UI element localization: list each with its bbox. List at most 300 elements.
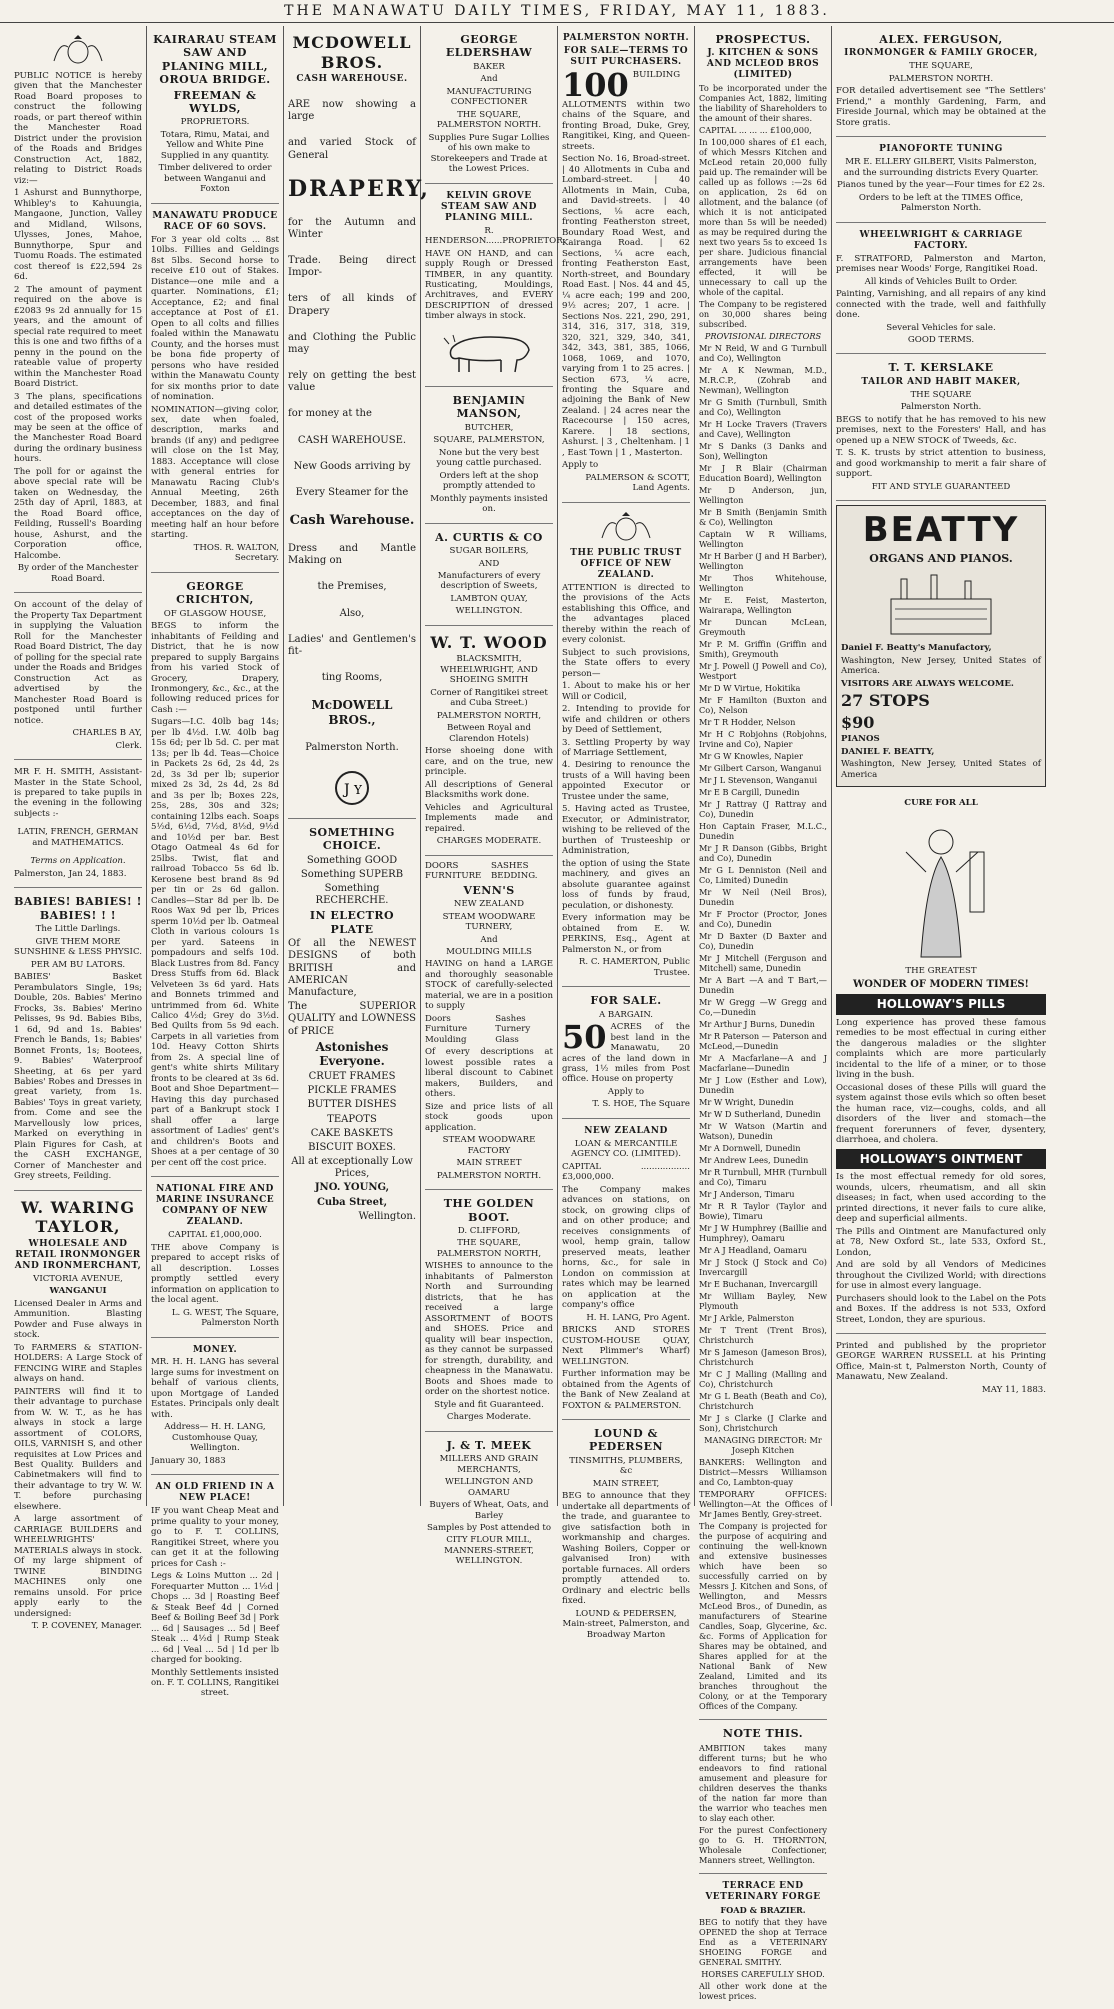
trust-body: ATTENTION is directed to the provisions of the Acts establishing this Office, and the advantages placed thereby within the reach of every colonist.	[562, 582, 690, 646]
note-title: NOTE THIS.	[722, 1727, 804, 1741]
item-5: CAKE BASKETS	[310, 1127, 394, 1139]
allotments-title: FOR SALE—TERMS TO SUIT PURCHASERS.	[563, 45, 689, 67]
insurance-body: THE above Company is prepared to accept risks of all description. Losses promptly settled every information on application to the local agent.	[151, 1242, 279, 1306]
allotments-body: BUILDING ALLOTMENTS within two chains of the Square, and fronting Broad, Duke, Grey, Rangitikei, King, and Queen-streets.	[562, 69, 690, 152]
trust-item-1: 1. About to make his or her Will or Codicil,	[562, 681, 690, 702]
director-item: Mr J R Danson (Gibbs, Bright and Co), Dunedin	[699, 843, 827, 864]
note-body: AMBITION takes many different turns; but he who endeavors to find rational amusement and pleasure for children deserves the thanks of the nation far more than the warrior who teaches men to slay each other.	[699, 1742, 827, 1823]
forge-name: FOAD & BRAZIER.	[720, 1904, 806, 1915]
director-item: Mr J s Clarke (J Clarke and Son), Christchurch	[699, 1413, 827, 1434]
wood-title: W. T. WOOD	[430, 632, 548, 652]
insurance-capital: CAPITAL £1,000,000.	[168, 1230, 262, 1241]
choice-3: Something RECHERCHE.	[315, 883, 389, 907]
trust-item-5: 5. Having acted as Trustee, Executor, or Administrator, wishing to be relieved of the burthen of Trusteeship or Administration,	[562, 804, 690, 857]
babies-body: BABIES' Basket Perambulators Single, 19s; Double, 20s. Babies' Merino Frocks, 3s. Babies' Merino Pelisses, 9s 9d. Babies Bibs, 1 6d, 9d and 1s. Babies' French le Bands, 1s; Babies' Bonnet Fronts, 1s; Bootees, 9. Babies' Waterproof Sheeting, at 6s per yard Babies' Robes and Dresses in great variety, from 1s. Babies' Toys in great variety, from. Come and see the Marvellously low prices, Marked on everything in Plain Figures for Cash, at the CASH EXCHANGE, Corner of Manchester and Grey streets, Feilding.	[14, 972, 142, 1182]
trust-sign: R. C. HAMERTON, Public Trustee.	[578, 957, 690, 978]
director-item: Mr F Hamilton (Buxton and Co), Nelson	[699, 695, 827, 716]
choice-2: Something SUPERB	[300, 868, 404, 880]
director-item: Mr A Dornwell, Dunedin	[699, 1143, 801, 1154]
lound-title: LOUND & PEDERSEN	[588, 1427, 664, 1454]
mcdowell-line-1: ARE now showing a large	[288, 99, 416, 123]
race-body: For 3 year old colts ... 8st 10lbs. Fillies and Geldings 8st 5lbs. Second horse to receive £10 out of Stakes. Distance—one mile and a quarter. Nominations, £1; Acceptance, £2; and final acceptance at Post of £1. Open to all colts and fillies foaled within the Manawatu County, and the horses must be bona fide property of persons who have resided within the Manawatu County for six months prior to date of nomination.	[151, 234, 279, 403]
kerslake-address: THE SQUARE	[910, 389, 972, 400]
sale-title: FOR SALE.	[590, 994, 662, 1008]
kerslake-fit: FIT AND STYLE GUARANTEED	[871, 481, 1011, 492]
column-7	[832, 26, 1050, 1506]
venn-sub-1: NEW ZEALAND	[453, 899, 525, 910]
directors-list	[699, 343, 827, 1433]
money-ad	[151, 1338, 279, 1476]
mcdowell-line-16: Also,	[339, 607, 365, 619]
wheelwright-body: F. STRATFORD, Palmerston and Marton, premises near Woods' Forge, Rangitikei Road.	[836, 253, 1046, 275]
sale-body: ACRES of the best land in the Manawatu, 20 acres of the land down in grass, 1½ miles from Post office. House on property	[562, 1022, 690, 1085]
smith-ad	[14, 760, 142, 888]
directors-title: PROVISIONAL DIRECTORS	[704, 331, 822, 342]
greatest-label: THE GREATEST	[905, 966, 977, 977]
meek-address: WELLINGTON AND OAMARU	[445, 1477, 533, 1498]
trust-item-4: 4. Desiring to renounce the trusts of a Will having been appointed Executor or Trustee under the same,	[562, 760, 690, 802]
venn-sub-3: And	[480, 934, 498, 945]
piano-ad	[836, 137, 1046, 222]
beatty-pianos: PIANOS	[841, 734, 880, 745]
mcdowell-sub: CASH WAREHOUSE.	[296, 74, 408, 85]
columns	[10, 26, 1110, 2001]
kerslake-city: Palmerston North.	[900, 402, 982, 413]
prospectus-body-3: The Company to be registered on 30,000 shares being subscribed.	[699, 299, 827, 330]
trust-item-3: 3. Settling Property by way of Marriage Settlement,	[562, 737, 690, 758]
masthead: THE MANAWATU DAILY TIMES, FRIDAY, MAY 11, 1883.	[0, 0, 1114, 23]
venn-ad	[425, 856, 553, 1190]
svg-text:Y: Y	[354, 782, 362, 797]
notice-item-2: 2 The amount of payment required on the above is £2083 9s 2d annually for 15 years, and the amount of special rate required to meet this is one and two fifths of a penny in the pound on the rateable value of property within the Manchester Road Board District.	[14, 284, 142, 390]
babies-sub-3: PER AM BU LATORS.	[30, 959, 126, 970]
director-item: Mr H Barber (J and H Barber), Wellington	[699, 551, 827, 572]
forge-body: BEG to notify that they have OPENED the shop at Terrace End as a VETERINARY SHOEING FORGE and GENERAL SMITHY.	[699, 1916, 827, 1967]
ointment-body-3: And are sold by all Vendors of Medicines throughout the Civilized World; with directions for use in almost every language.	[836, 1260, 1046, 1292]
road-board-notice	[14, 26, 142, 593]
ferguson-ad	[836, 26, 1046, 137]
manson-body: None but the very best young cattle purchased.	[436, 447, 542, 469]
venn-city: PALMERSTON NORTH.	[436, 1170, 542, 1181]
curtis-sub: SUGAR BOILERS,	[449, 546, 529, 557]
director-item: Mr D Baxter (D Baxter and Co), Dunedin	[699, 931, 827, 952]
loan-sub: LOAN & MERCANTILE AGENCY CO. (LIMITED).	[570, 1138, 682, 1160]
notice-item-3: 3 The plans, specifications and detailed estimates of the cost of the proposed works may be seen at the office of the Manchester Road Board during the ordinary business hours.	[14, 391, 142, 465]
eldershaw-sub-2: And	[480, 74, 498, 85]
loan-body: The Company makes advances on stations, on stock, on growing clips of and on other produce; and receives consignments of wool, hemp grain, tallow preserved meats, leather horns, &c., for sale in London on commission at rates which may be learned on application at the company's office	[562, 1184, 690, 1311]
curtis-and: AND	[478, 558, 500, 569]
director-item: Mr E B Cargill, Dunedin	[699, 787, 800, 798]
ferguson-sub: IRONMONGER & FAMILY GROCER,	[844, 48, 1038, 59]
director-item: Mr William Bayley, New Plymouth	[699, 1291, 827, 1312]
kerslake-ad	[836, 354, 1046, 501]
notice-lead: PUBLIC NOTICE is hereby given that the Manchester Road Board proposes to construct the following roads, or part thereof within the Manchester Road District under the provision of the Roads and Bridges Construction Act, 1882, relating to District Roads viz:—	[14, 71, 142, 186]
waring-body: Licensed Dealer in Arms and Ammunition. Blasting Powder and Fuse always in stock.	[14, 1298, 142, 1341]
insurance-title: NATIONAL FIRE AND MARINE INSURANCE COMPANY OF NEW ZEALAND.	[155, 1184, 275, 1228]
kairarau-body: Totara, Rimu, Matai, and Yellow and White Pine Supplied in any quantity.	[160, 129, 270, 161]
pills-body: Long experience has proved these famous remedies to be most effectual in curing either the dangerous maladies or the slighter complaints which are more particularly incidental to the life of a miner, or to those living in the bush.	[836, 1017, 1046, 1081]
babies-ad	[14, 888, 142, 1190]
delay-sign-2: Clerk.	[115, 740, 142, 751]
beatty-stops: 27 STOPS	[841, 691, 930, 711]
director-item: Mr J Arkle, Palmerston	[699, 1313, 795, 1324]
piano-body-2: Pianos tuned by the year—Four times for £2 2s.	[836, 180, 1046, 191]
mcdowell-line-8: rely on getting the best value	[288, 370, 416, 394]
collins-title: AN OLD FRIEND IN A NEW PLACE!	[155, 1482, 275, 1504]
forge-sub: HORSES CAREFULLY SHOD.	[701, 1968, 825, 1979]
royal-crest-icon	[594, 512, 658, 544]
mcdowell-line-4: for the Autumn and Winter	[288, 216, 416, 240]
ointment-banner: HOLLOWAY'S OINTMENT	[836, 1149, 1046, 1170]
golden-boot-ad	[425, 1190, 553, 1432]
manson-sub: BUTCHER,	[464, 422, 514, 433]
wonder-label: WONDER OF MODERN TIMES!	[853, 978, 1029, 990]
mcdowell-line-20: Palmerston North.	[305, 741, 399, 753]
mcdowell-line-18: ting Rooms,	[321, 672, 383, 684]
wheelwright-ad	[836, 223, 1046, 355]
beatty-sub: ORGANS AND PIANOS.	[869, 551, 1013, 565]
director-item: Mr Gilbert Carson, Wanganui	[699, 763, 822, 774]
venn-list-2: Sashes Turnery Glass	[495, 1013, 531, 1045]
mcdowell-line-5: Trade. Being direct Impor-	[288, 254, 416, 279]
director-item: Mr P. M. Griffin (Griffin and Smith), Greymouth	[699, 639, 827, 660]
wood-address: Corner of Rangitikei street and Cuba Street.)	[430, 687, 548, 709]
wood-body-2: All descriptions of General Blacksmiths work done.	[425, 779, 553, 801]
imprint-text: Printed and published by the proprietor GEORGE WARREN RUSSELL at his Printing Office, Main-st t, Palmerston North, County of Manawatu, New Zealand.	[836, 1341, 1046, 1383]
venn-list-row	[425, 1014, 553, 1045]
mcdowell-line-2: and varied Stock of General	[288, 137, 416, 161]
director-item: Mr J Stock (J Stock and Co) Invercargill	[699, 1257, 827, 1278]
allotments-ad	[562, 26, 690, 503]
electro-body: Of all the NEWEST DESIGNS of both BRITISH and AMERICAN Manufacture,	[288, 938, 416, 998]
ferguson-title: ALEX. FERGUSON,	[879, 33, 1003, 46]
prospectus-ad	[699, 26, 827, 1720]
curtis-city: WELLINGTON.	[455, 606, 523, 617]
manson-title: BENJAMIN MANSON,	[452, 393, 526, 421]
venn-title: VENN'S	[463, 883, 515, 897]
allotments-list: Section No. 16, Broad-street. | 40 Allotments in Cuba and Lombard-street. | 40 Allotments in Main, Cuba, and David-streets. | 40 Sections, ⅛ acre each, fronting Featherston street, Boundary Road West, and Kairanga Road. | 62 Sections, ¼ acre each, fronting Featherston East, North-street, and Boundary Road East. | Nos. 44 and 45, ¼ acre each; 199 and 200, 9½ acres; 207, 1 acre. | Sections Nos. 221, 290, 291, 314, 316, 317, 318, 319, 320, 321, 329, 340, 341, 342, 343, 381, 385, 1066, 1068, 1069, and 1070, varying from 1 to 25 acres. | Section 673, ¼ acre, fronting the Square and adjoining the Bank of New Zealand. | 24 acres near the Racecourse | 150 acres, Karere. | 18 sections, Ashurst. | 3 , Cheltenham. | 1 , East Town | 1 , Masterton.	[562, 154, 690, 458]
director-item: Mr J Mitchell (Ferguson and Mitchell) same, Dunedin	[699, 953, 827, 974]
boot-address: THE SQUARE, PALMERSTON NORTH,	[436, 1238, 542, 1259]
lound-sign: LOUND & PEDERSEN, Main-street, Palmerston, and Broadway Marton	[562, 1608, 690, 1640]
bankers: BANKERS: Wellington and District—Messrs Williamson and Co, Lambton-quay	[699, 1457, 827, 1488]
meek-foot: CITY FLOUR MILL, MANNERS-STREET, WELLINGTON.	[444, 1535, 534, 1567]
money-title: MONEY.	[192, 1344, 238, 1355]
curtis-address: LAMBTON QUAY,	[450, 593, 528, 604]
money-date: January 30, 1883	[151, 1455, 226, 1466]
boot-title: THE GOLDEN BOOT.	[443, 1197, 535, 1224]
wheelwright-title: WHEELWRIGHT & CARRIAGE FACTORY.	[859, 229, 1023, 251]
boot-style: Style and fit Guaranteed.	[434, 1399, 544, 1410]
race-ad	[151, 204, 279, 573]
beatty-name: DANIEL F. BEATTY,	[841, 746, 935, 757]
smith-lead: MR F. H. SMITH, Assistant-Master in the State School, is prepared to take pupils in the evening in the following subjects :-	[14, 767, 142, 819]
trust-body-2: Subject to such provisions, the State offers to every person—	[562, 647, 690, 679]
smith-terms: Terms on Application.	[30, 856, 126, 867]
cure-label: CURE FOR ALL	[904, 798, 978, 808]
item-1: CRUET FRAMES	[308, 1070, 396, 1082]
wheelwright-body-2: All kinds of Vehicles Built to Order.	[864, 276, 1018, 287]
trust-body-3: the option of using the State machinery, and gives an absolute guarantee against loss of funds by fraud, peculation, or dishonesty.	[562, 858, 690, 911]
director-item: Mr Andrew Lees, Dunedin	[699, 1155, 809, 1166]
waring-body-2: To FARMERS & STATION-HOLDERS: A Large Stock of FENCING WIRE and Staples always on hand.	[14, 1342, 142, 1385]
kairarau-body-2: Timber delivered to order between Wanganui and Foxton	[158, 163, 272, 195]
manson-body-2: Orders left at the shop promptly attended to	[439, 470, 539, 492]
venn-left: DOORS FURNITURE	[425, 860, 482, 882]
venn-right: SASHES BEDDING.	[490, 860, 538, 882]
director-item: Mr H Locke Travers (Travers and Cave), Wellington	[699, 419, 827, 440]
ferguson-body: FOR detailed advertisement see "The Settlers' Friend," a monthly Gardening, Farm, and Fireside Journal, which may be obtained at the Store gratis.	[836, 86, 1046, 128]
curtis-ad	[425, 524, 553, 626]
eldershaw-title: GEORGE ELDERSHAW	[445, 33, 533, 60]
mcdowell-line-9: for money at the	[288, 408, 372, 420]
eldershaw-body: Supplies Pure Sugar Lollies of his own make to Storekeepers and Trade at the Lowest Prices.	[428, 132, 550, 175]
mcdowell-line-19: McDOWELL BROS.,	[311, 698, 393, 727]
mcdowell-line-14: Dress and Mantle Making on	[288, 543, 416, 567]
jno-monogram-icon	[320, 768, 384, 808]
note-body-2: For the purest Confectionery go to G. H. THORNTON, Wholesale Confectioner, Manners street, Wellington.	[699, 1824, 827, 1865]
meek-sub: MILLERS AND GRAIN MERCHANTS,	[439, 1454, 539, 1475]
royal-crest-icon	[46, 35, 110, 67]
column-5	[558, 26, 695, 1640]
low-price-text: All at exceptionally Low Prices,	[291, 1156, 413, 1180]
mcdowell-line-17: Ladies' and Gentlemen's fit-	[288, 633, 416, 657]
director-item: Mr D W Virtue, Hokitika	[699, 683, 801, 694]
kelvin-ad	[425, 184, 566, 387]
curtis-title: A. CURTIS & CO	[435, 530, 543, 544]
trust-item-2: 2. Intending to provide for wife and children or others by Deed of Settlement,	[562, 704, 690, 736]
wheelwright-body-4: Several Vehicles for sale.	[886, 322, 996, 333]
boot-body: WISHES to announce to the inhabitants of Palmerston North and Surrounding districts, that he has received a large ASSORTMENT of BOOTS and SHOES. Price and quality will bear inspection, as they cannot be surpassed for strength, durability, and cheapness in the Manawatu. Boots and Shoes made to order on the shortest notice.	[425, 1261, 553, 1398]
svg-text:J: J	[344, 781, 350, 798]
column-4	[421, 26, 566, 1567]
eldershaw-ad	[425, 26, 553, 184]
poll-text: The poll for or against the above special rate will be taken on Wednesday, the 25th day of April, 1883, at the Road Board office, Feilding, Russell's Boarding house, Ashurst, and the Corporation office, Halcombe.	[14, 466, 142, 561]
director-item: Mr J Low (Esther and Low), Dunedin	[699, 1075, 827, 1096]
venn-main: MAIN STREET	[456, 1158, 522, 1169]
nomination-body: NOMINATION—giving color, sex, date when foaled, description, marks and brands (if any) and pedigree will close on the 1st May, 1883. Acceptance will close with general entries for Manawatu Racing Club's Annual Meeting, 26th December, 1883, and final acceptances on the day of meeting half an hour before starting.	[151, 404, 279, 541]
meek-body: Buyers of Wheat, Oats, and Barley	[429, 1500, 549, 1521]
column-1	[10, 26, 147, 1632]
crichton-sub: OF GLASGOW HOUSE,	[163, 608, 267, 619]
column-6	[695, 26, 832, 2001]
director-item: Mr G Smith (Turnbull, Smith and Co), Wellington	[699, 397, 827, 418]
piano-body: MR E. ELLERY GILBERT, Visits Palmerston, and the surrounding districts Every Quarter.	[843, 157, 1039, 178]
kerslake-body: BEGS to notify that he has removed to his new premises, next to the Foresters' Hall, and has opened up a NEW STOCK of Tweeds, &c.	[836, 414, 1046, 446]
mcdowell-line-15: the Premises,	[317, 581, 387, 593]
wood-city: PALMERSTON NORTH,	[436, 710, 542, 721]
delay-text: On account of the delay of the Property Tax Department in supplying the Valuation Roll for the Manchester Road Board District, The day of polling for the special rate under the Roads and Bridges Construction Act as advertised by the Manchester Road Board is postponed until further notice.	[14, 600, 142, 726]
kairarau-role: PROPRIETORS.	[180, 117, 250, 128]
waring-ad	[14, 1191, 142, 1640]
farm-sale-ad	[562, 987, 690, 1119]
waring-addr-1: VICTORIA AVENUE,	[33, 1273, 123, 1284]
director-item: Mr Duncan McLean, Greymouth	[699, 617, 827, 638]
director-item: Mr G W Knowles, Napier	[699, 751, 803, 762]
loan-info: Further information may be obtained from the Agents of the Bank of New Zealand at FOXTON & PALMERSTON.	[562, 1369, 690, 1411]
note-this-ad	[699, 1720, 827, 1873]
kairarau-title: KAIRARAU STEAM SAW AND PLANING MILL, OROUA BRIDGE.	[153, 33, 277, 87]
babies-title: BABIES! BABIES! ! BABIES! ! !	[14, 895, 142, 922]
director-item: Mr T R Hodder, Nelson	[699, 717, 796, 728]
lound-address: MAIN STREET,	[592, 1478, 660, 1489]
astonish-text: Astonishes Everyone.	[315, 1039, 389, 1069]
wheelwright-body-3: Painting, Varnishing, and all repairs of any kind connected with the trade, well and faithfully done.	[836, 289, 1046, 321]
director-item: Mr R R Taylor (Taylor and Bowie), Timaru	[699, 1201, 827, 1222]
sale-number: 50	[562, 1018, 607, 1057]
forge-title: TERRACE END VETERINARY FORGE	[705, 1880, 821, 1902]
imprint	[836, 1334, 1046, 1403]
choice-1: Something GOOD	[306, 854, 398, 866]
young-name: JNO. YOUNG,	[314, 1182, 390, 1194]
superior-text: The SUPERIOR QUALITY and LOWNESS of PRICE	[288, 1001, 416, 1037]
waring-body-4: A large assortment of CARRIAGE BUILDERS and WHEELWRIGHTS' MATERIALS always in stock. Of my large shipment of TWINE BINDING MACHINES only one remains unsold. For price apply early to the undersigned:	[14, 1514, 142, 1619]
order-text: By order of the Manchester Road Board.	[17, 563, 139, 584]
kerslake-sub: TAILOR AND HABIT MAKER,	[861, 376, 1021, 387]
director-item: Mr G L Beath (Beath and Co), Christchurch	[699, 1391, 827, 1412]
director-item: Mr H C Robjohns (Robjohns, Irvine and Co), Napier	[699, 729, 827, 750]
hygeia-figure-icon	[886, 812, 996, 962]
waring-body-3: PAINTERS will find it to their advantage to purchase from W. W. T., as he has always in stock a large assortment of COLORS, OILS, VARNISH S, and other requisites at Low Prices and Best Quality. Builders and Cabinetmakers will find to their advantage to try W. W. T. before purchasing elsewhere.	[14, 1386, 142, 1512]
director-item: Mr J Rattray (J Rattray and Co), Dunedin	[699, 799, 827, 820]
venn-header-row	[425, 861, 553, 882]
director-item: Mr R Turnbull, MHR (Turnbull and Co), Timaru	[699, 1167, 827, 1188]
lound-ad	[562, 1420, 690, 1648]
beatty-factory: Daniel F. Beatty's Manufactory,	[841, 643, 992, 654]
kairarau-ad	[151, 26, 279, 204]
director-item: Mr A Macfarlane—A and J Macfarlane—Dunedin	[699, 1053, 827, 1074]
director-item: Mr W Gregg —W Gregg and Co,—Dunedin	[699, 997, 827, 1018]
director-item: Mr R Paterson — Paterson and McLeod,—Dunedin	[699, 1031, 828, 1052]
venn-body-2: Of every descriptions at lowest possible rates a liberal discount to Cabinet makers, Builders, and others.	[425, 1047, 553, 1100]
notice-item-1: 1 Ashurst and Bunnythorpe, Whibley's to Kahuungia, Mangaone, Junction, Valley and Midland, Wilsons, Ulysses, Jones, Mahoe, Bunnythorpe, Spur and Tuomu Roads. The estimated cost thereof is £22,594 2s 6d.	[14, 188, 142, 283]
director-item: Mr E. Feist, Masterton, Wairarapa, Wellington	[699, 595, 827, 616]
prospectus-body: To be incorporated under the Companies Act, 1882, limiting the liability of Shareholders to the amount of their shares.	[699, 83, 827, 124]
wood-sub: BLACKSMITH, WHEELWRIGHT, AND SHOEING SMITH	[440, 654, 538, 686]
curtis-body: Manufacturers of every description of Sweets,	[437, 570, 541, 592]
director-item: Mr J L Stevenson, Wanganui	[699, 775, 818, 786]
wood-body-3: Vehicles and Agricultural Implements made and repaired.	[425, 802, 553, 834]
babies-sub-2: GIVE THEM MORE SUNSHINE & LESS PHYSIC.	[14, 936, 142, 958]
ferguson-city: PALMERSTON NORTH.	[888, 73, 994, 84]
delay-notice	[14, 593, 142, 760]
column-3	[284, 26, 430, 1506]
director-item: Mr J R Blair (Chairman Education Board), Wellington	[699, 463, 827, 484]
collins-ad	[151, 1475, 279, 1707]
column-2	[147, 26, 284, 1699]
mcdowell-line-12: Every Steamer for the	[295, 487, 409, 499]
eldershaw-sub-1: BAKER	[473, 61, 505, 72]
loan-agency-ad	[562, 1119, 690, 1420]
director-item: Mr E Buchanan, Invercargill	[699, 1279, 818, 1290]
insurance-ad	[151, 1177, 279, 1337]
director-item: Mr W Wright, Dunedin	[699, 1097, 794, 1108]
wheelwright-terms: GOOD TERMS.	[907, 335, 975, 345]
beatty-price: $90	[841, 712, 875, 732]
pills-body-2: Occasional doses of these Pills will guard the system against those evils which so often beset the human race, viz—coughs, colds, and all disorders of the liver and stomach—the frequent forerunners of fever, dysentery, diarrhoea, and cholera.	[836, 1082, 1046, 1146]
prospectus-body-4: The Company is projected for the purpose of acquiring and continuing the well-known and extensive businesses which have been so successfully carried on by Messrs J. Kitchen and Sons, of Wellington, and Messrs McLeod Bros., of Dunedin, as manufacturers of Stearine Candles, Soap, Glycerine, &c. &c. Forms of Application for Shares may be obtained, and Shares applied for at the National Bank of New Zealand, Limited and its branches throughout the Colony, or at the Temporary Offices of the Company.	[699, 1521, 827, 1712]
director-item: Mr W D Sutherland, Dunedin	[699, 1109, 821, 1120]
director-item: Mr T Trent (Trent Bros), Christchurch	[699, 1325, 827, 1346]
ointment-body: Is the most effectual remedy for old sores, wounds, ulcers, rheumatism, and all skin diseases; in fact, when used according to the printed directions, it never fails to cure alike, deep and superficial ailments.	[836, 1172, 1046, 1225]
director-item: Mr G L Denniston (Neil and Co, Limited) Dunedin	[699, 865, 827, 886]
mcdowell-title: MCDOWELL BROS.	[292, 33, 412, 72]
kelvin-prop: R. HENDERSON......PROPRIETOR.	[425, 225, 566, 247]
eldershaw-sub-3: MANUFACTURING CONFECTIONER	[446, 86, 532, 108]
director-item: Mr Arthur J Burns, Dunedin	[699, 1019, 815, 1030]
lound-body: BEG to announce that they undertake all departments of the trade, and guarantee to give satisfaction both in workmanship and charges. Washing Boilers, Copper or galvanised Iron) with portable furnaces. All orders promptly attended to. Ordinary and electric bells fixed.	[562, 1491, 690, 1607]
meek-body-2: Samples by Post attended to	[426, 1523, 552, 1533]
prospectus-title: PROSPECTUS.	[715, 33, 811, 46]
beatty-welcome: VISITORS ARE ALWAYS WELCOME.	[841, 678, 1014, 689]
public-trust-ad	[562, 503, 690, 987]
ointment-body-4: Purchasers should look to the Label on the Pots and Boxes. If the address is not 533, Oxford Street, London, they are spurious.	[836, 1293, 1046, 1325]
factory-icon	[881, 569, 1001, 639]
beatty-address: Washington, New Jersey, United States of America.	[841, 655, 1041, 677]
managing-director: MANAGING DIRECTOR: Mr Joseph Kitchen	[704, 1435, 822, 1456]
young-street: Cuba Street,	[316, 1196, 388, 1208]
venn-factory: STEAM WOODWARE FACTORY	[442, 1135, 536, 1156]
mcdowell-line-7: and Clothing the Public may	[288, 331, 416, 355]
loan-title: NEW ZEALAND	[584, 1125, 668, 1136]
director-item: Mr A K Newman, M.D., M.R.C.P., (Zohrab and Newman), Wellington	[699, 365, 827, 396]
holloway-ad	[836, 791, 1046, 1334]
wood-charges: CHARGES MODERATE.	[436, 836, 542, 847]
item-6: BISCUIT BOXES.	[308, 1141, 396, 1153]
director-item: Mr W Neil (Neil Bros), Dunedin	[699, 887, 827, 908]
money-body: MR. H. H. LANG has several large sums for investment on behalf of various clients, upon Mortgage of Landed Estates. Principals only dealt with.	[151, 1357, 279, 1420]
manson-ad	[425, 387, 553, 524]
mcdowell-line-11: New Goods arriving by	[293, 460, 411, 472]
allotments-agent: PALMERSON & SCOTT, Land Agents.	[585, 472, 690, 494]
young-city: Wellington.	[358, 1210, 416, 1222]
money-address: Address— H. H. LANG, Customhouse Quay, Wellington.	[164, 1422, 266, 1454]
ointment-body-2: The Pills and Ointment are Manufactured only at 78, New Oxford St., late 533, Oxford St., London,	[836, 1226, 1046, 1258]
young-ad	[288, 819, 416, 1231]
mcdowell-line-10: CASH WAREHOUSE.	[297, 434, 407, 446]
nomination-sign: THOS. R. WALTON, Secretary.	[193, 542, 279, 564]
mcdowell-line-13: Cash Warehouse.	[289, 513, 415, 529]
choice-title: SOMETHING CHOICE.	[309, 825, 395, 853]
piano-title: PIANOFORTE TUNING	[879, 144, 1003, 155]
mcdowell-ad	[288, 26, 430, 819]
kairarau-firm: FREEMAN & WYLDS,	[173, 88, 257, 116]
wood-between: Between Royal and Clarendon Hotels)	[447, 723, 531, 744]
director-item: Hon Captain Fraser, M.L.C., Dunedin	[699, 821, 827, 842]
venn-body: HAVING on hand a LARGE and thoroughly seasonable STOCK of carefully-selected material, we are in a position to supply	[425, 959, 553, 1012]
waring-sub: WHOLESALE AND RETAIL IRONMONGER AND IRONMERCHANT,	[14, 1238, 142, 1271]
director-item: Mr A J Headland, Oamaru	[699, 1245, 808, 1256]
electro-title: IN ELECTRO PLATE	[309, 909, 395, 936]
collins-body: IF you want Cheap Meat and prime quality to your money, go to F. T. COLLINS, Rangitikei Street, where you can get it at the following prices for Cash :-	[151, 1506, 279, 1569]
meek-ad	[425, 1432, 553, 1575]
prospectus-firm: J. KITCHEN & SONS AND MCLEOD BROS (LIMITED)	[706, 48, 820, 81]
kerslake-body-2: T. S. K. trusts by strict attention to business, and good workmanship to merit a fair share of support.	[836, 448, 1046, 480]
eldershaw-address: THE SQUARE, PALMERSTON NORTH.	[436, 109, 542, 131]
loan-sign: H. H. LANG, Pro Agent.	[586, 1312, 690, 1323]
piano-body-3: Orders to be left at the TIMES Office, Palmerston North.	[858, 192, 1024, 214]
venn-body-3: Size and price lists of all stock goods upon application.	[425, 1101, 553, 1133]
wood-body: Horse shoeing done with care, and on the true, new principle.	[425, 746, 553, 778]
boot-name: D. CLIFFORD,	[457, 1225, 521, 1236]
prospectus-body-2: In 100,000 shares of £1 each, of which Messrs Kitchen and McLeod retain 20,000 fully paid up. The remainder will be called up as follows :—2s 6d on application, 2s 6d on allotment, and the balance (of which it is not anticipated more than 5s will be needed) as may be required during the next two years 5s to exceed 1s per share. Judicious financial arrangements have been effected, it will be unnecessary to call up the whole of the capital.	[699, 137, 827, 298]
allotments-head: PALMERSTON NORTH.	[562, 33, 690, 43]
director-item: Mr S Jameson (Jameson Bros), Christchurch	[699, 1347, 827, 1368]
director-item: Mr Thos Whitehouse, Wellington	[699, 573, 827, 594]
allotments-apply: Apply to	[562, 460, 599, 471]
meek-title: J. & T. MEEK	[446, 1438, 532, 1452]
trust-title: THE PUBLIC TRUST OFFICE OF NEW ZEALAND.	[570, 547, 682, 580]
